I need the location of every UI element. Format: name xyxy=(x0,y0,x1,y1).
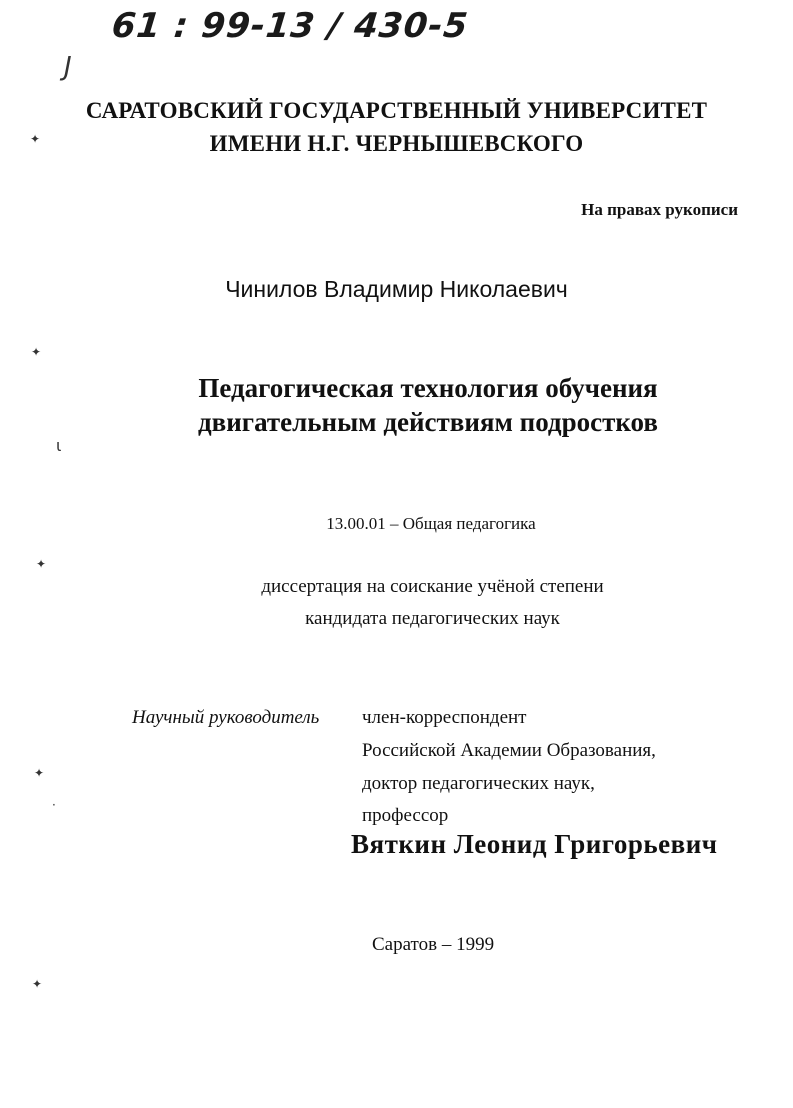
university-name-line1: САРАТОВСКИЙ ГОСУДАРСТВЕННЫЙ УНИВЕРСИТЕТ xyxy=(85,98,708,123)
scan-artifact-icon: · xyxy=(52,798,56,812)
scan-artifact-icon: ✦ xyxy=(34,766,45,780)
supervisor-name: Вяткин Леонид Григорьевич xyxy=(351,829,718,859)
supervisor-label: Научный руководитель xyxy=(132,707,320,728)
scan-artifact-icon: ✦ xyxy=(36,557,47,571)
university-name-line2: ИМЕНИ Н.Г. ЧЕРНЫШЕВСКОГО xyxy=(209,131,584,156)
scan-artifact-icon: ✦ xyxy=(31,345,42,359)
supervisor-title-line: доктор педагогических наук, xyxy=(362,773,595,794)
degree-line2: кандидата педагогических наук xyxy=(305,608,560,629)
archive-stamp: 61 : 99-13 / 430-5 xyxy=(109,6,471,46)
dissertation-title-line1: Педагогическая технология обучения xyxy=(198,373,658,403)
city-year: Саратов – 1999 xyxy=(372,934,495,955)
degree-line1: диссертация на соискание учёной степени xyxy=(261,576,604,597)
scan-artifact-icon: ✦ xyxy=(32,977,43,991)
supervisor-title-line: член-корреспондент xyxy=(362,707,527,728)
handwritten-mark: J xyxy=(64,52,72,82)
supervisor-title-line: Российской Академии Образования, xyxy=(362,740,656,761)
scan-artifact-icon: ✦ xyxy=(30,132,41,146)
author-name: Чинилов Владимир Николаевич xyxy=(225,276,568,302)
manuscript-rights-note: На правах рукописи xyxy=(581,200,738,219)
scan-artifact-icon: ι xyxy=(56,436,62,455)
specialty-code: 13.00.01 – Общая педагогика xyxy=(326,514,536,533)
supervisor-title-line: профессор xyxy=(362,805,449,826)
dissertation-title-line2: двигательным действиям подростков xyxy=(198,407,658,437)
